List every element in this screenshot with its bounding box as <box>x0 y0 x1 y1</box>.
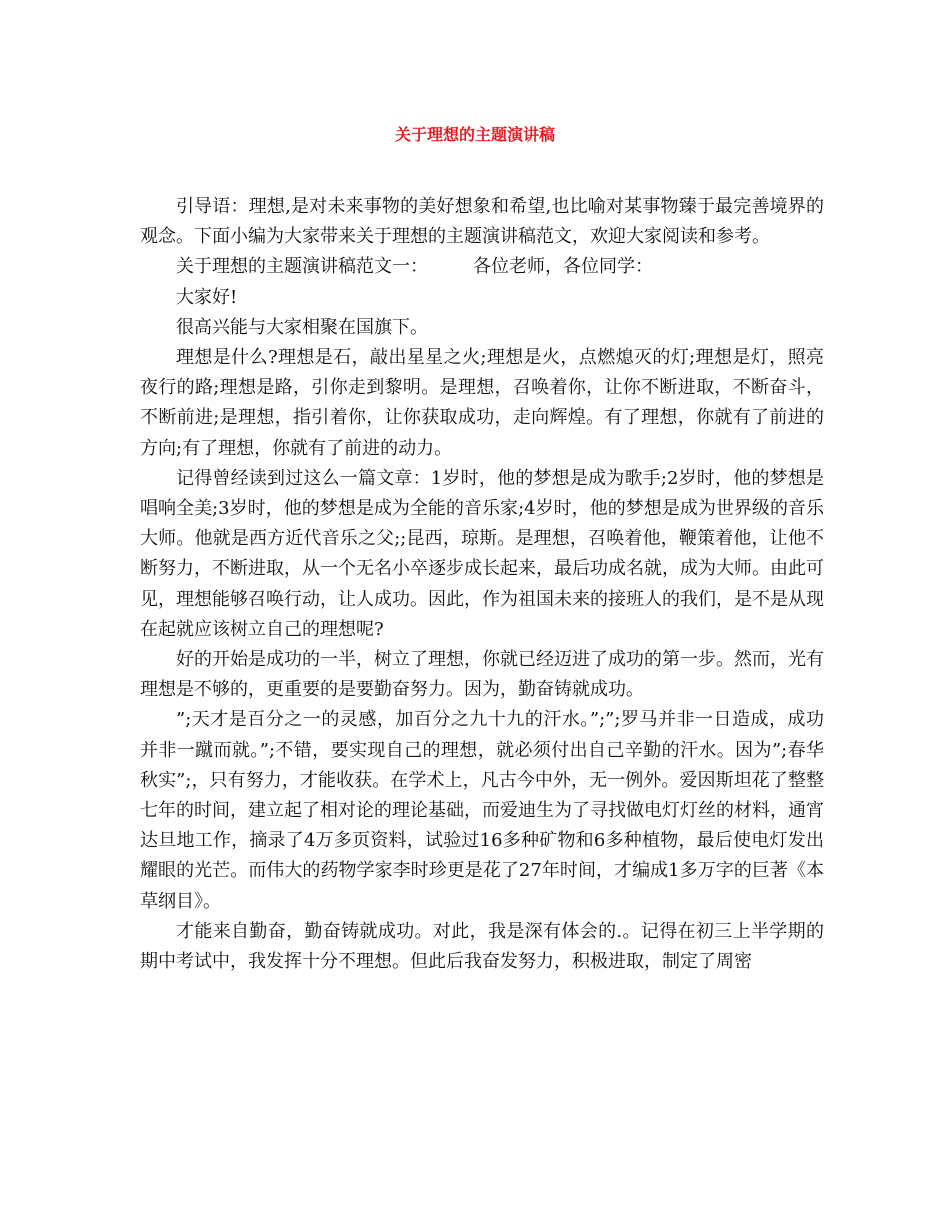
paragraph-intro: 引导语：理想,是对未来事物的美好想象和希望,也比喻对某事物臻于最完善境界的观念。下面小编为大家带来关于理想的主题演讲稿范文，欢迎大家阅读和参考。 <box>140 196 824 248</box>
paragraph-quotes: ”;天才是百分之一的灵感，加百分之九十九的汗水。”;”;罗马并非一日造成，成功并非一蹴而就。”;不错，要实现自己的理想，就必须付出自己辛勤的汗水。因为”;春华秋实”;，只有努力，才能收获。在学术上，凡古今中外，无一例外。爱因斯坦花了整整七年的时间，建立起了相对论的理论基础，而爱迪生为了寻找做电灯灯丝的材料，通宵达旦地工作，摘录了4万多页资料，试验过16多种矿物和6多种植物，最后使电灯发出耀眼的光芒。而伟大的药物学家李时珍更是花了27年时间，才编成1多万字的巨著《本草纲目》。 <box>140 709 824 912</box>
document-body <box>140 192 824 977</box>
paragraph-opening: 很高兴能与大家相聚在国旗下。 <box>176 316 428 338</box>
paragraph-what-is-ideal: 理想是什么?理想是石，敲出星星之火;理想是火，点燃熄灭的灯;理想是灯，照亮夜行的路;理想是路，引你走到黎明。是理想，召唤着你，让你不断进取，不断奋斗，不断前进;是理想，指引着你，让你获取成功，走向辉煌。有了理想，你就有了前进的方向;有了理想，你就有了前进的动力。 <box>140 347 824 459</box>
paragraph-salutation: 关于理想的主题演讲稿范文一： 各位老师，各位同学： <box>176 256 653 278</box>
paragraph-diligence: 才能来自勤奋，勤奋铸就成功。对此，我是深有体会的.。记得在初三上半学期的期中考试中，我发挥十分不理想。但此后我奋发努力，积极进取，制定了周密 <box>140 920 824 973</box>
paragraph-story: 记得曾经读到过这么一篇文章：1岁时，他的梦想是成为歌手;2岁时，他的梦想是唱响全美;3岁时，他的梦想是成为全能的音乐家;4岁时，他的梦想是成为世界级的音乐大师。他就是西方近代音乐之父;;昆西，琼斯。是理想，召唤着他，鞭策着他，让他不断努力，不断进取，从一个无名小卒逐步成长起来，最后功成名就，成为大师。由此可见，理想能够召唤行动，让人成功。因此，作为祖国未来的接班人的我们，是不是从现在起就应该树立自己的理想呢? <box>140 467 824 640</box>
paragraph-good-start: 好的开始是成功的一半，树立了理想，你就已经迈进了成功的第一步。然而，光有理想是不够的，更重要的是要勤奋努力。因为，勤奋铸就成功。 <box>140 649 824 701</box>
paragraph-greeting: 大家好! <box>176 286 238 308</box>
document-title: 关于理想的主题演讲稿 <box>394 125 555 144</box>
